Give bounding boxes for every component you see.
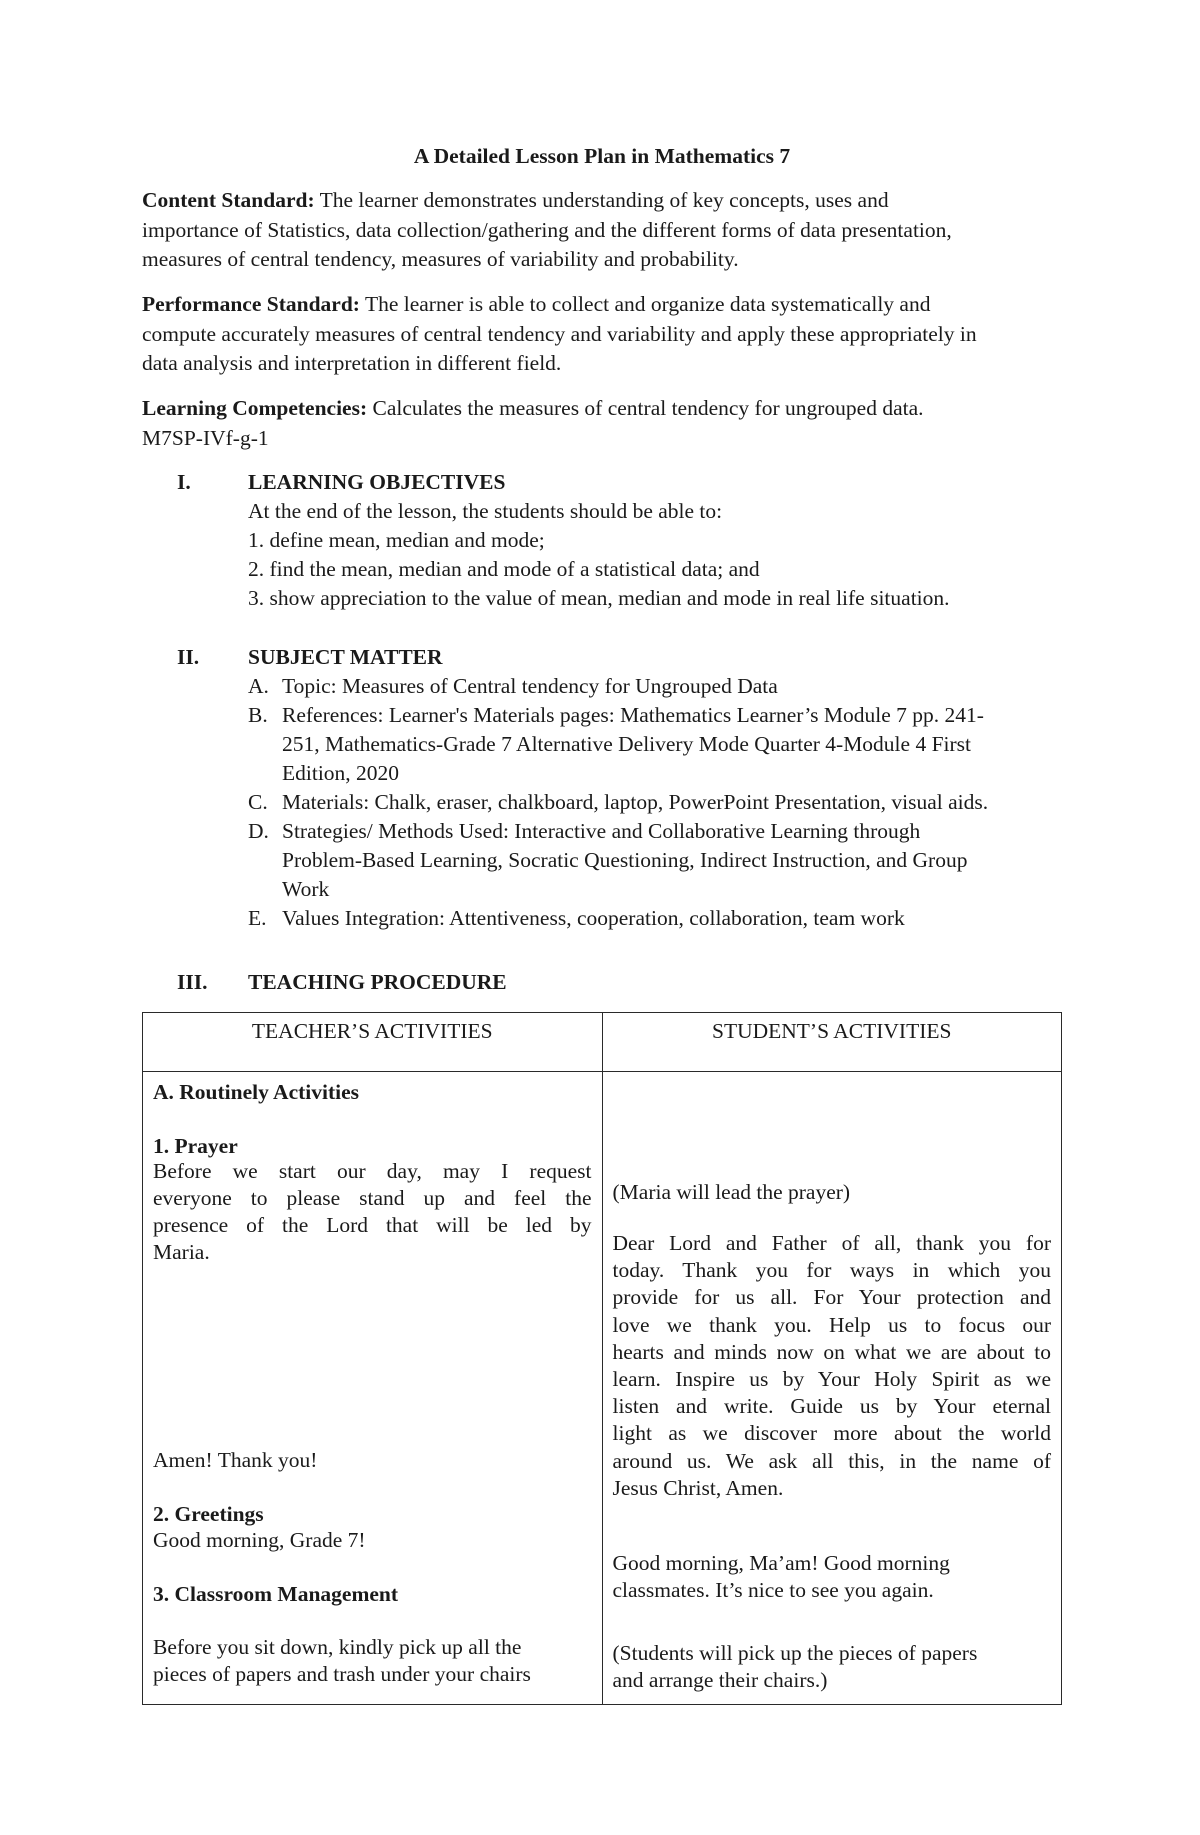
subject-item-text: Strategies/ Methods Used: Interactive and Collaborative Learning through — [282, 819, 921, 843]
prayer-heading: 1. Prayer — [153, 1134, 238, 1158]
student-prayer-line: around us. We ask all this, in the name of — [612, 1448, 1051, 1473]
student-prayer-line: listen and write. Guide us by Your eternal — [612, 1394, 1051, 1419]
content-standard-label: Content Standard: — [142, 188, 315, 212]
teacher-prayer-line: presence of the Lord that will be led by — [153, 1213, 592, 1237]
objective-item: 3. show appreciation to the value of mean, median and mode in real life situation. — [248, 586, 950, 610]
content-standard-line: importance of Statistics, data collection/gathering and the different forms of data presentation, — [142, 217, 952, 242]
performance-standard-line: The learner is able to collect and organize data systematically and — [359, 292, 931, 316]
learning-competencies-label: Learning Competencies: — [142, 396, 368, 420]
student-pickup-line: (Students will pick up the pieces of papers — [612, 1641, 978, 1665]
content-standard-line: measures of central tendency, measures of variability and probability. — [142, 247, 739, 271]
amen-text: Amen! Thank you! — [153, 1448, 318, 1472]
routinely-activities-heading: A. Routinely Activities — [153, 1080, 360, 1104]
teaching-procedure-table — [142, 1012, 1062, 1705]
subject-item-text: Edition, 2020 — [282, 761, 400, 785]
objective-item: 2. find the mean, median and mode of a statistical data; and — [248, 557, 760, 581]
student-prayer-line: Jesus Christ, Amen. — [612, 1475, 784, 1500]
student-prayer-line: love we thank you. Help us to focus our — [612, 1312, 1051, 1337]
learning-competencies-code: M7SP-IVf-g-1 — [142, 425, 269, 450]
subject-item-letter: C. — [248, 790, 268, 814]
section-2-number: II. — [177, 645, 200, 669]
performance-standard-line: data analysis and interpretation in different field. — [142, 351, 562, 375]
student-prayer-line: learn. Inspire us by Your Holy Spirit as we — [612, 1367, 1051, 1392]
section-3-number: III. — [177, 970, 208, 994]
learning-competencies — [142, 394, 1062, 453]
content-standard — [142, 186, 1062, 275]
greetings-heading: 2. Greetings — [153, 1502, 264, 1526]
section-3-title: TEACHING PROCEDURE — [248, 970, 507, 994]
subject-item-text: Topic: Measures of Central tendency for Ungrouped Data — [282, 674, 778, 698]
subject-item-text: Values Integration: Attentiveness, cooperation, collaboration, team work — [282, 906, 905, 930]
maria-lead-text: (Maria will lead the prayer) — [612, 1180, 851, 1204]
performance-standard — [142, 290, 1062, 379]
classroom-management-line: Before you sit down, kindly pick up all the — [153, 1635, 522, 1659]
section-1-number: I. — [177, 470, 191, 494]
section-2-title: SUBJECT MATTER — [248, 645, 443, 669]
student-activities-cell — [602, 1072, 1062, 1705]
subject-item-text: Problem-Based Learning, Socratic Questioning, Indirect Instruction, and Group — [282, 848, 968, 872]
performance-standard-label: Performance Standard: — [142, 292, 360, 316]
student-greeting-line: Good morning, Ma’am! Good morning — [612, 1551, 950, 1575]
greetings-text: Good morning, Grade 7! — [153, 1528, 366, 1552]
classroom-management-heading: 3. Classroom Management — [153, 1582, 399, 1606]
subject-item-letter: D. — [248, 819, 269, 843]
student-activities-header: STUDENT’S ACTIVITIES — [602, 1013, 1062, 1072]
teacher-prayer-line: Maria. — [153, 1240, 210, 1264]
subject-item-letter: A. — [248, 674, 269, 698]
objectives-intro: At the end of the lesson, the students should be able to: — [248, 499, 723, 523]
section-1-title: LEARNING OBJECTIVES — [248, 470, 506, 494]
classroom-management-line: pieces of papers and trash under your chairs — [153, 1662, 531, 1686]
student-prayer-line: hearts and minds now on what we are about to — [612, 1339, 1051, 1364]
teacher-prayer-line: everyone to please stand up and feel the — [153, 1186, 592, 1210]
performance-standard-line: compute accurately measures of central tendency and variability and apply these appropriately in — [142, 321, 977, 346]
document-title: A Detailed Lesson Plan in Mathematics 7 — [413, 144, 791, 168]
student-greeting-line: classmates. It’s nice to see you again. — [612, 1578, 934, 1602]
subject-item-text: Materials: Chalk, eraser, chalkboard, laptop, PowerPoint Presentation, visual aids. — [282, 790, 989, 814]
subject-item-text: References: Learner's Materials pages: Mathematics Learner’s Module 7 pp. 241- — [282, 703, 984, 727]
teacher-prayer-line: Before we start our day, may I request — [153, 1159, 592, 1183]
student-prayer-line: provide for us all. For Your protection and — [612, 1285, 1051, 1310]
objective-item: 1. define mean, median and mode; — [248, 528, 545, 552]
subject-item-letter: B. — [248, 703, 268, 727]
subject-item-letter: E. — [248, 906, 267, 930]
student-prayer-line: light as we discover more about the world — [612, 1421, 1051, 1446]
student-prayer-line: Dear Lord and Father of all, thank you for — [612, 1231, 1051, 1255]
subject-item-text: Work — [282, 877, 330, 901]
learning-competencies-line: Calculates the measures of central tendency for ungrouped data. — [367, 396, 924, 420]
teacher-activities-header: TEACHER’S ACTIVITIES — [143, 1013, 603, 1072]
subject-item-text: 251, Mathematics-Grade 7 Alternative Delivery Mode Quarter 4-Module 4 First — [282, 732, 972, 756]
teacher-activities-cell — [143, 1072, 603, 1705]
student-prayer-line: today. Thank you for ways in which you — [612, 1258, 1051, 1283]
content-standard-line: The learner demonstrates understanding of key concepts, uses and — [314, 188, 889, 212]
student-pickup-line: and arrange their chairs.) — [612, 1668, 828, 1692]
